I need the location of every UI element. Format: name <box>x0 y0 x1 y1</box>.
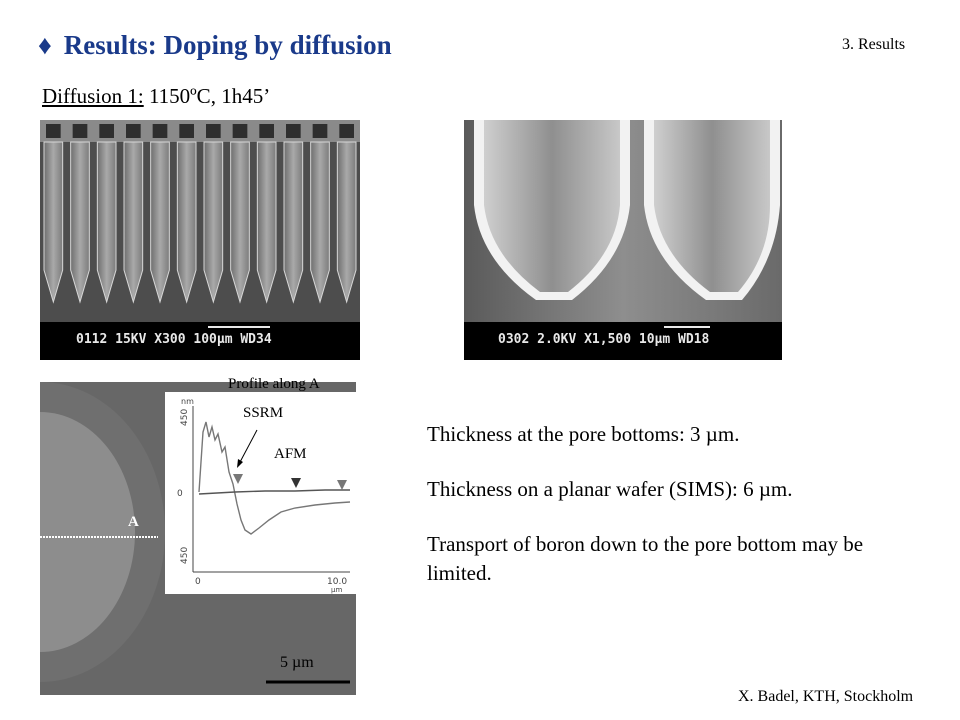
ssrm-label: SSRM <box>243 405 284 421</box>
sem-info-bar-left <box>40 322 360 360</box>
pore-column <box>337 142 356 302</box>
pore-column <box>44 142 63 302</box>
afm-label: AFM <box>274 446 307 462</box>
pore-opening <box>339 124 354 138</box>
plot-unit-y: nm <box>181 397 194 406</box>
profile-line-label: A <box>128 514 139 530</box>
ssrm-curve <box>199 422 350 534</box>
afm-scale-label: 5 µm <box>280 654 314 671</box>
findings-text <box>427 420 927 614</box>
pore-array-micrograph <box>40 120 360 322</box>
sem-info-right: 0302 2.0KV X1,500 10µm WD18 <box>498 332 710 347</box>
pore-column <box>231 142 250 302</box>
pore-closeup-micrograph <box>464 120 782 322</box>
sem-image-left <box>40 120 360 360</box>
pore-opening <box>286 124 301 138</box>
subtitle <box>42 84 270 109</box>
finding-transport: Transport of boron down to the pore bottom may be limited. <box>427 532 864 585</box>
author-footer: X. Badel, KTH, Stockholm <box>738 688 914 705</box>
diamond-bullet-icon: ♦ <box>38 30 52 60</box>
profile-label: Profile along A <box>228 376 320 392</box>
plot-y-bottom: 450 <box>180 546 190 564</box>
plot-y-mid: 0 <box>177 489 183 499</box>
pore-column <box>204 142 223 302</box>
sem-info-bar-right <box>464 322 782 360</box>
pore-column <box>151 142 170 302</box>
ssrm-pointer-arrow <box>239 430 257 464</box>
pore-opening <box>73 124 88 138</box>
marker-ssrm <box>233 474 243 484</box>
pore-opening <box>99 124 114 138</box>
marker-afm <box>291 478 301 488</box>
slide-title <box>38 30 392 61</box>
sem-info-left: 0112 15KV X300 100µm WD34 <box>76 332 272 347</box>
profile-plot-inset <box>165 392 356 594</box>
pore-opening <box>259 124 274 138</box>
pore-column <box>177 142 196 302</box>
pore-opening <box>313 124 328 138</box>
sem-image-right <box>464 120 782 360</box>
afm-ssrm-image <box>40 382 356 695</box>
slide-title-text: Results: Doping by diffusion <box>63 30 392 60</box>
pore-opening <box>126 124 141 138</box>
subtitle-value: 1150ºC, 1h45’ <box>143 84 271 108</box>
pore-column <box>311 142 330 302</box>
pore-column <box>71 142 90 302</box>
pore-opening <box>179 124 194 138</box>
plot-y-top: 450 <box>180 408 190 426</box>
ssrm-pointer-arrowhead-icon <box>237 459 243 468</box>
pore-column <box>97 142 116 302</box>
pore-opening <box>233 124 248 138</box>
subtitle-label: Diffusion 1: <box>42 84 144 108</box>
pore-opening <box>46 124 61 138</box>
afm-curve <box>199 490 350 494</box>
pore-column <box>124 142 143 302</box>
section-label: 3. Results <box>842 36 906 53</box>
pore-opening <box>153 124 168 138</box>
finding-pore-bottom: Thickness at the pore bottoms: 3 µm. <box>427 422 740 446</box>
finding-planar: Thickness on a planar wafer (SIMS): 6 µm. <box>427 477 793 501</box>
plot-x-end: 10.0 <box>327 577 348 587</box>
plot-x-start: 0 <box>195 577 201 587</box>
marker-end <box>337 480 347 490</box>
pore-opening <box>206 124 221 138</box>
pore-column <box>284 142 303 302</box>
plot-unit-x: µm <box>331 586 343 594</box>
pore-column <box>257 142 276 302</box>
profile-plot <box>165 392 356 594</box>
